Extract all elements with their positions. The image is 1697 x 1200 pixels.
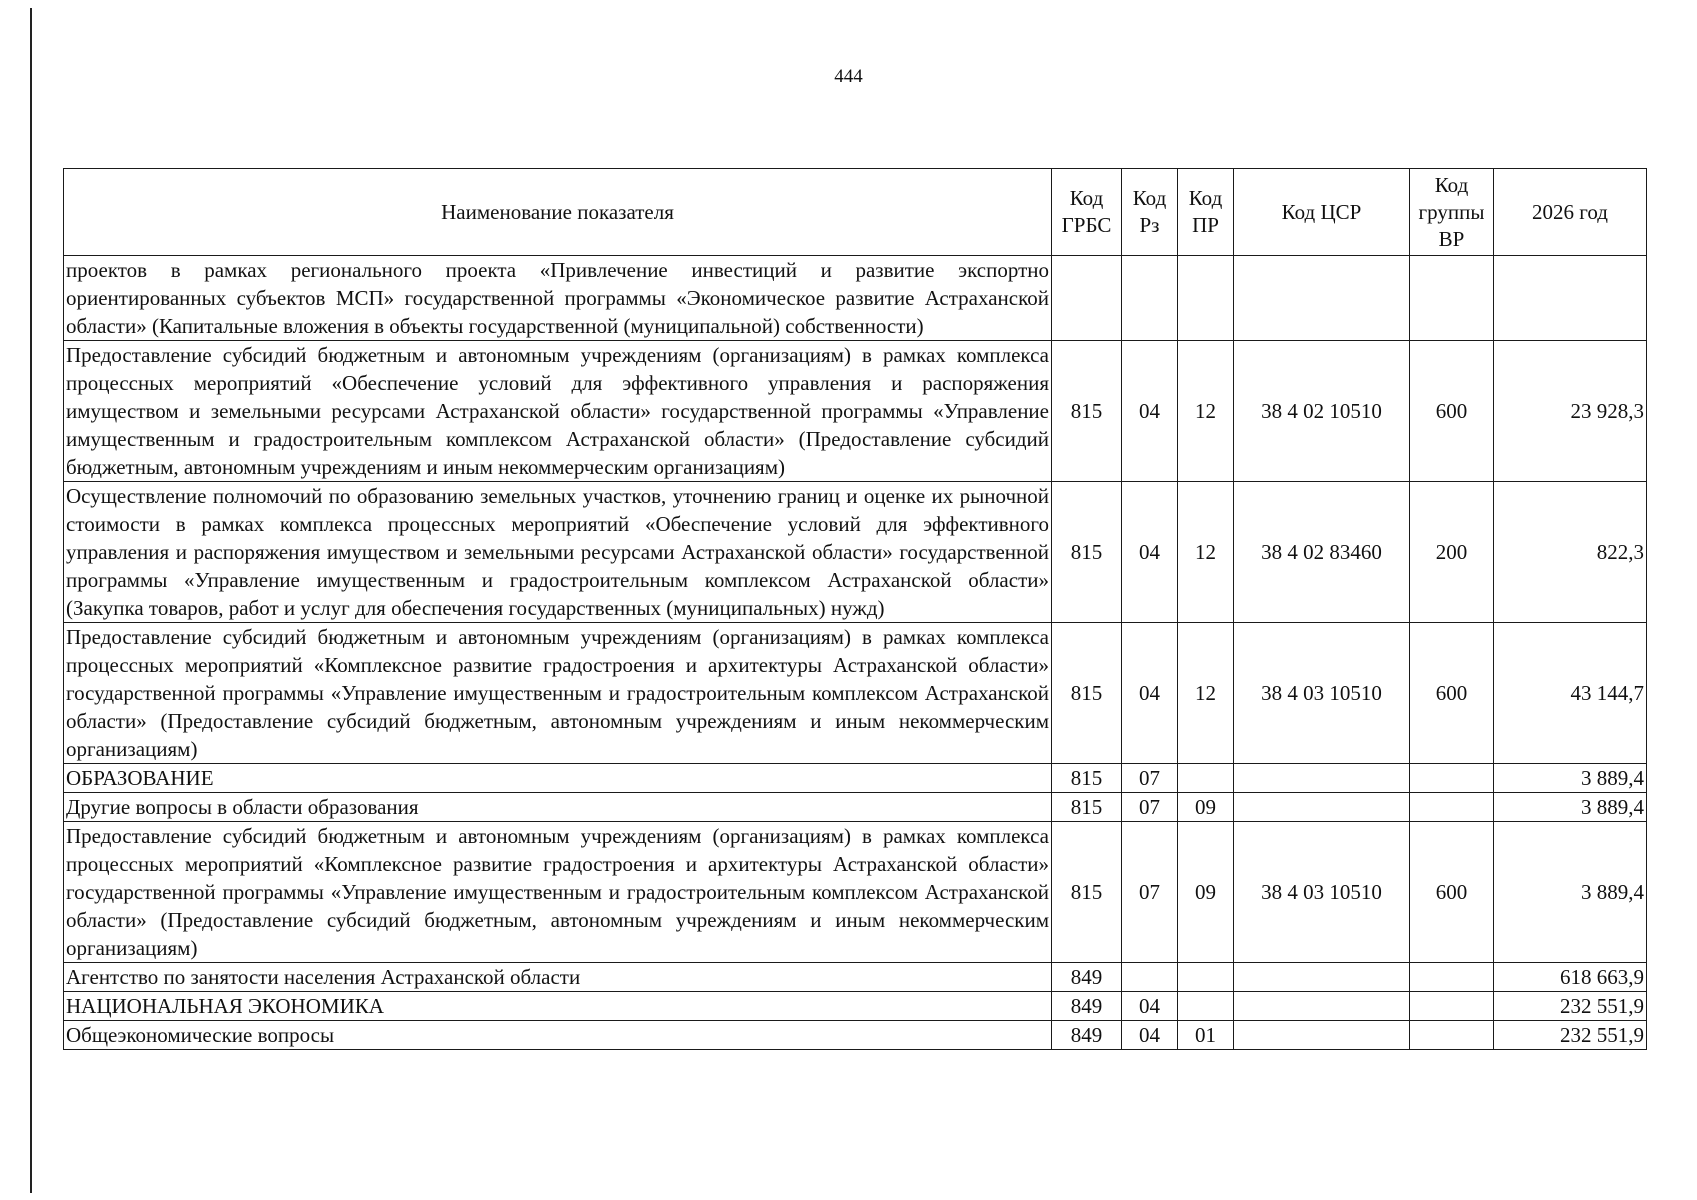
- cell-name: ОБРАЗОВАНИЕ: [64, 764, 1052, 793]
- cell-name: Общеэкономические вопросы: [64, 1021, 1052, 1050]
- table-row: [64, 822, 1647, 963]
- cell-grbs: 815: [1052, 793, 1122, 822]
- cell-amount: 3 889,4: [1494, 764, 1647, 793]
- header-name: Наименование показателя: [64, 169, 1052, 256]
- cell-pr: 09: [1178, 793, 1234, 822]
- table-row: [64, 256, 1647, 341]
- cell-rz: 07: [1122, 764, 1178, 793]
- cell-name: Предоставление субсидий бюджетным и автономным учреждениям (организациям) в рамках комплекса процессных мероприятий «Комплексное развитие градостроения и архитектуры Астраханской области» государственной программы «Управление имущественным и градостроительным комплексом Астраханской области» (Предоставление субсидий бюджетным, автономным учреждениям и иным некоммерческим организациям): [64, 623, 1052, 764]
- cell-pr: 09: [1178, 822, 1234, 963]
- cell-grbs: 849: [1052, 1021, 1122, 1050]
- table-header-row: [64, 169, 1647, 256]
- cell-vr: 600: [1410, 341, 1494, 482]
- cell-pr: [1178, 256, 1234, 341]
- cell-vr: [1410, 256, 1494, 341]
- cell-name: Другие вопросы в области образования: [64, 793, 1052, 822]
- cell-rz: 04: [1122, 992, 1178, 1021]
- cell-grbs: 849: [1052, 992, 1122, 1021]
- cell-rz: 07: [1122, 793, 1178, 822]
- cell-vr: [1410, 992, 1494, 1021]
- cell-amount: 3 889,4: [1494, 822, 1647, 963]
- cell-pr: 12: [1178, 623, 1234, 764]
- header-csr: Код ЦСР: [1234, 169, 1410, 256]
- table-row: [64, 963, 1647, 992]
- cell-csr: [1234, 992, 1410, 1021]
- header-year: 2026 год: [1494, 169, 1647, 256]
- cell-pr: 12: [1178, 482, 1234, 623]
- cell-csr: 38 4 02 83460: [1234, 482, 1410, 623]
- cell-pr: 12: [1178, 341, 1234, 482]
- cell-grbs: 815: [1052, 822, 1122, 963]
- cell-csr: 38 4 03 10510: [1234, 822, 1410, 963]
- table-row: [64, 1021, 1647, 1050]
- cell-csr: [1234, 764, 1410, 793]
- cell-amount: 822,3: [1494, 482, 1647, 623]
- cell-grbs: 815: [1052, 623, 1122, 764]
- cell-name: Предоставление субсидий бюджетным и автономным учреждениям (организациям) в рамках комплекса процессных мероприятий «Обеспечение условий для эффективного управления и распоряжения имуществом и земельными ресурсами Астраханской области» государственной программы «Управление имущественным и градостроительным комплексом Астраханской области» (Предоставление субсидий бюджетным, автономным учреждениям и иным некоммерческим организациям): [64, 341, 1052, 482]
- cell-name: Осуществление полномочий по образованию земельных участков, уточнению границ и оценке их рыночной стоимости в рамках комплекса процессных мероприятий «Обеспечение условий для эффективного управления и распоряжения имуществом и земельными ресурсами Астраханской области» государственной программы «Управление имущественным и градостроительным комплексом Астраханской области» (Закупка товаров, работ и услуг для обеспечения государственных (муниципальных) нужд): [64, 482, 1052, 623]
- cell-name: НАЦИОНАЛЬНАЯ ЭКОНОМИКА: [64, 992, 1052, 1021]
- cell-vr: [1410, 793, 1494, 822]
- cell-pr: [1178, 992, 1234, 1021]
- cell-rz: 04: [1122, 1021, 1178, 1050]
- header-vr: Код группы ВР: [1410, 169, 1494, 256]
- cell-grbs: 815: [1052, 482, 1122, 623]
- table-row: [64, 793, 1647, 822]
- cell-name: Агентство по занятости населения Астраханской области: [64, 963, 1052, 992]
- cell-pr: [1178, 963, 1234, 992]
- cell-vr: [1410, 764, 1494, 793]
- table-row: [64, 341, 1647, 482]
- cell-amount: 43 144,7: [1494, 623, 1647, 764]
- cell-amount: 618 663,9: [1494, 963, 1647, 992]
- cell-vr: [1410, 963, 1494, 992]
- cell-csr: [1234, 963, 1410, 992]
- cell-rz: [1122, 963, 1178, 992]
- cell-grbs: 815: [1052, 341, 1122, 482]
- table-row: [64, 992, 1647, 1021]
- cell-csr: [1234, 256, 1410, 341]
- cell-csr: [1234, 793, 1410, 822]
- cell-csr: 38 4 03 10510: [1234, 623, 1410, 764]
- cell-grbs: 849: [1052, 963, 1122, 992]
- cell-amount: 232 551,9: [1494, 992, 1647, 1021]
- table-row: [64, 764, 1647, 793]
- cell-vr: 200: [1410, 482, 1494, 623]
- cell-rz: 04: [1122, 623, 1178, 764]
- header-rz: Код Рз: [1122, 169, 1178, 256]
- cell-rz: [1122, 256, 1178, 341]
- table-row: [64, 482, 1647, 623]
- cell-grbs: 815: [1052, 764, 1122, 793]
- page-left-border: [30, 8, 32, 1193]
- cell-rz: 04: [1122, 482, 1178, 623]
- cell-pr: 01: [1178, 1021, 1234, 1050]
- cell-rz: 07: [1122, 822, 1178, 963]
- page-number: 444: [834, 66, 863, 87]
- header-grbs: Код ГРБС: [1052, 169, 1122, 256]
- table-row: [64, 623, 1647, 764]
- cell-pr: [1178, 764, 1234, 793]
- cell-grbs: [1052, 256, 1122, 341]
- cell-amount: [1494, 256, 1647, 341]
- cell-vr: [1410, 1021, 1494, 1050]
- cell-name: проектов в рамках регионального проекта «Привлечение инвестиций и развитие экспортно ориентированных субъектов МСП» государственной программы «Экономическое развитие Астраханской области» (Капитальные вложения в объекты государственной (муниципальной) собственности): [64, 256, 1052, 341]
- cell-rz: 04: [1122, 341, 1178, 482]
- cell-csr: 38 4 02 10510: [1234, 341, 1410, 482]
- cell-amount: 3 889,4: [1494, 793, 1647, 822]
- budget-table: [63, 168, 1647, 1050]
- cell-amount: 232 551,9: [1494, 1021, 1647, 1050]
- cell-vr: 600: [1410, 822, 1494, 963]
- cell-vr: 600: [1410, 623, 1494, 764]
- cell-name: Предоставление субсидий бюджетным и автономным учреждениям (организациям) в рамках комплекса процессных мероприятий «Комплексное развитие градостроения и архитектуры Астраханской области» государственной программы «Управление имущественным и градостроительным комплексом Астраханской области» (Предоставление субсидий бюджетным, автономным учреждениям и иным некоммерческим организациям): [64, 822, 1052, 963]
- cell-amount: 23 928,3: [1494, 341, 1647, 482]
- header-pr: Код ПР: [1178, 169, 1234, 256]
- cell-csr: [1234, 1021, 1410, 1050]
